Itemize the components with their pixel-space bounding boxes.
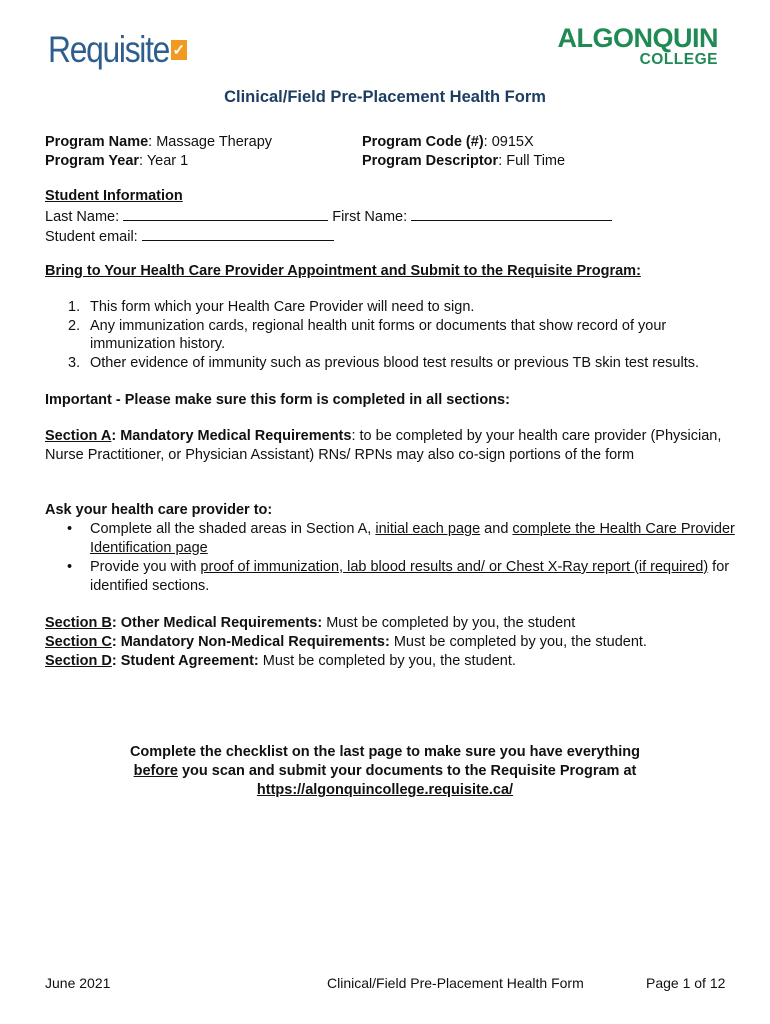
program-code-row [362, 133, 534, 152]
first-name-label: First Name: [332, 209, 408, 225]
list-item: 1. This form which your Health Care Provider will need to sign. [68, 299, 475, 315]
list-item: 2. Any immunization cards, regional health unit forms or documents that show record of your immunization history. [68, 317, 667, 352]
last-name-field[interactable] [123, 206, 328, 221]
checklist-line-1: Complete the checklist on the last page to make sure you have everything [129, 744, 641, 760]
requisite-logo-text: Requisite [48, 29, 170, 70]
section-d-label: Section D [45, 653, 112, 669]
section-d-description [45, 652, 516, 671]
ask-list [45, 520, 735, 596]
section-a-text: : to be completed by your health care provider (Physician, Nurse Practitioner, or Physician Assistant) RNs/ RPNs may also co-sign portions of the form [45, 428, 722, 463]
program-name-row [45, 133, 272, 152]
section-b-label: Section B [45, 615, 112, 631]
program-name-value: : Massage Therapy [148, 134, 273, 150]
section-d-text: Must be completed by you, the student. [258, 653, 516, 669]
program-descriptor-label: Program Descriptor [362, 153, 499, 169]
bring-list-container [45, 298, 735, 372]
checklist-line-2: before you scan and submit your documents to the Requisite Program at [133, 763, 637, 779]
student-email-field[interactable] [142, 226, 334, 241]
program-year-row [45, 152, 188, 171]
section-c-text: Must be completed by you, the student. [389, 634, 647, 650]
list-item: 3. Other evidence of immunity such as previous blood test results or previous TB skin test results. [68, 354, 699, 371]
ask-heading: Ask your health care provider to: [45, 502, 273, 518]
section-a-label: Section A [45, 428, 112, 444]
section-b-title: : Other Medical Requirements: [111, 615, 323, 631]
section-c-label: Section C [45, 634, 112, 650]
student-email-label: Student email: [45, 229, 138, 245]
bring-heading: Bring to Your Health Care Provider Appointment and Submit to the Requisite Program: [45, 263, 641, 279]
program-year-label: Program Year [45, 153, 140, 169]
page-title: Clinical/Field Pre-Placement Health Form [224, 88, 546, 106]
algonquin-college-logo [558, 25, 719, 68]
bullet-icon: • [67, 521, 73, 537]
section-b-text: Must be completed by you, the student [322, 615, 576, 631]
requisite-logo [48, 30, 187, 70]
section-c-description [45, 633, 647, 652]
requisite-url-link[interactable]: https://algonquincollege.requisite.ca/ [256, 782, 514, 798]
email-row [45, 226, 334, 247]
section-a-description [45, 427, 725, 465]
footer-page-number: Page 1 of 12 [646, 975, 726, 991]
college-logo-text: COLLEGE [639, 51, 718, 68]
list-item: • Complete all the shaded areas in Section A, initial each page and complete the Health Care Provider Identification page [67, 521, 735, 556]
footer-date: June 2021 [45, 975, 111, 991]
program-code-value: : 0915X [483, 134, 534, 150]
name-row [45, 206, 612, 227]
program-year-value: : Year 1 [139, 153, 189, 169]
program-descriptor-row [362, 152, 565, 171]
student-info-heading: Student Information [45, 188, 183, 204]
list-item: • Provide you with proof of immunization, lab blood results and/ or Chest X-Ray report (if required) for identified sections. [67, 559, 730, 594]
important-notice: Important - Please make sure this form is completed in all sections: [45, 392, 510, 408]
ask-list-container [45, 520, 735, 596]
bring-list [45, 298, 735, 372]
section-a-title: : Mandatory Medical Requirements [111, 428, 352, 444]
algonquin-logo-text: ALGONQUIN [557, 23, 718, 53]
last-name-label: Last Name: [45, 209, 120, 225]
program-name-label: Program Name [45, 134, 149, 150]
bullet-icon: • [67, 559, 73, 575]
section-b-description [45, 614, 575, 633]
checklist-note [0, 743, 770, 800]
program-descriptor-value: : Full Time [498, 153, 566, 169]
program-code-label: Program Code (#) [362, 134, 484, 150]
check-icon: ✓ [172, 42, 186, 59]
footer-title: Clinical/Field Pre-Placement Health Form [327, 975, 584, 991]
section-d-title: : Student Agreement: [111, 653, 259, 669]
section-c-title: : Mandatory Non-Medical Requirements: [111, 634, 390, 650]
first-name-field[interactable] [411, 206, 612, 221]
